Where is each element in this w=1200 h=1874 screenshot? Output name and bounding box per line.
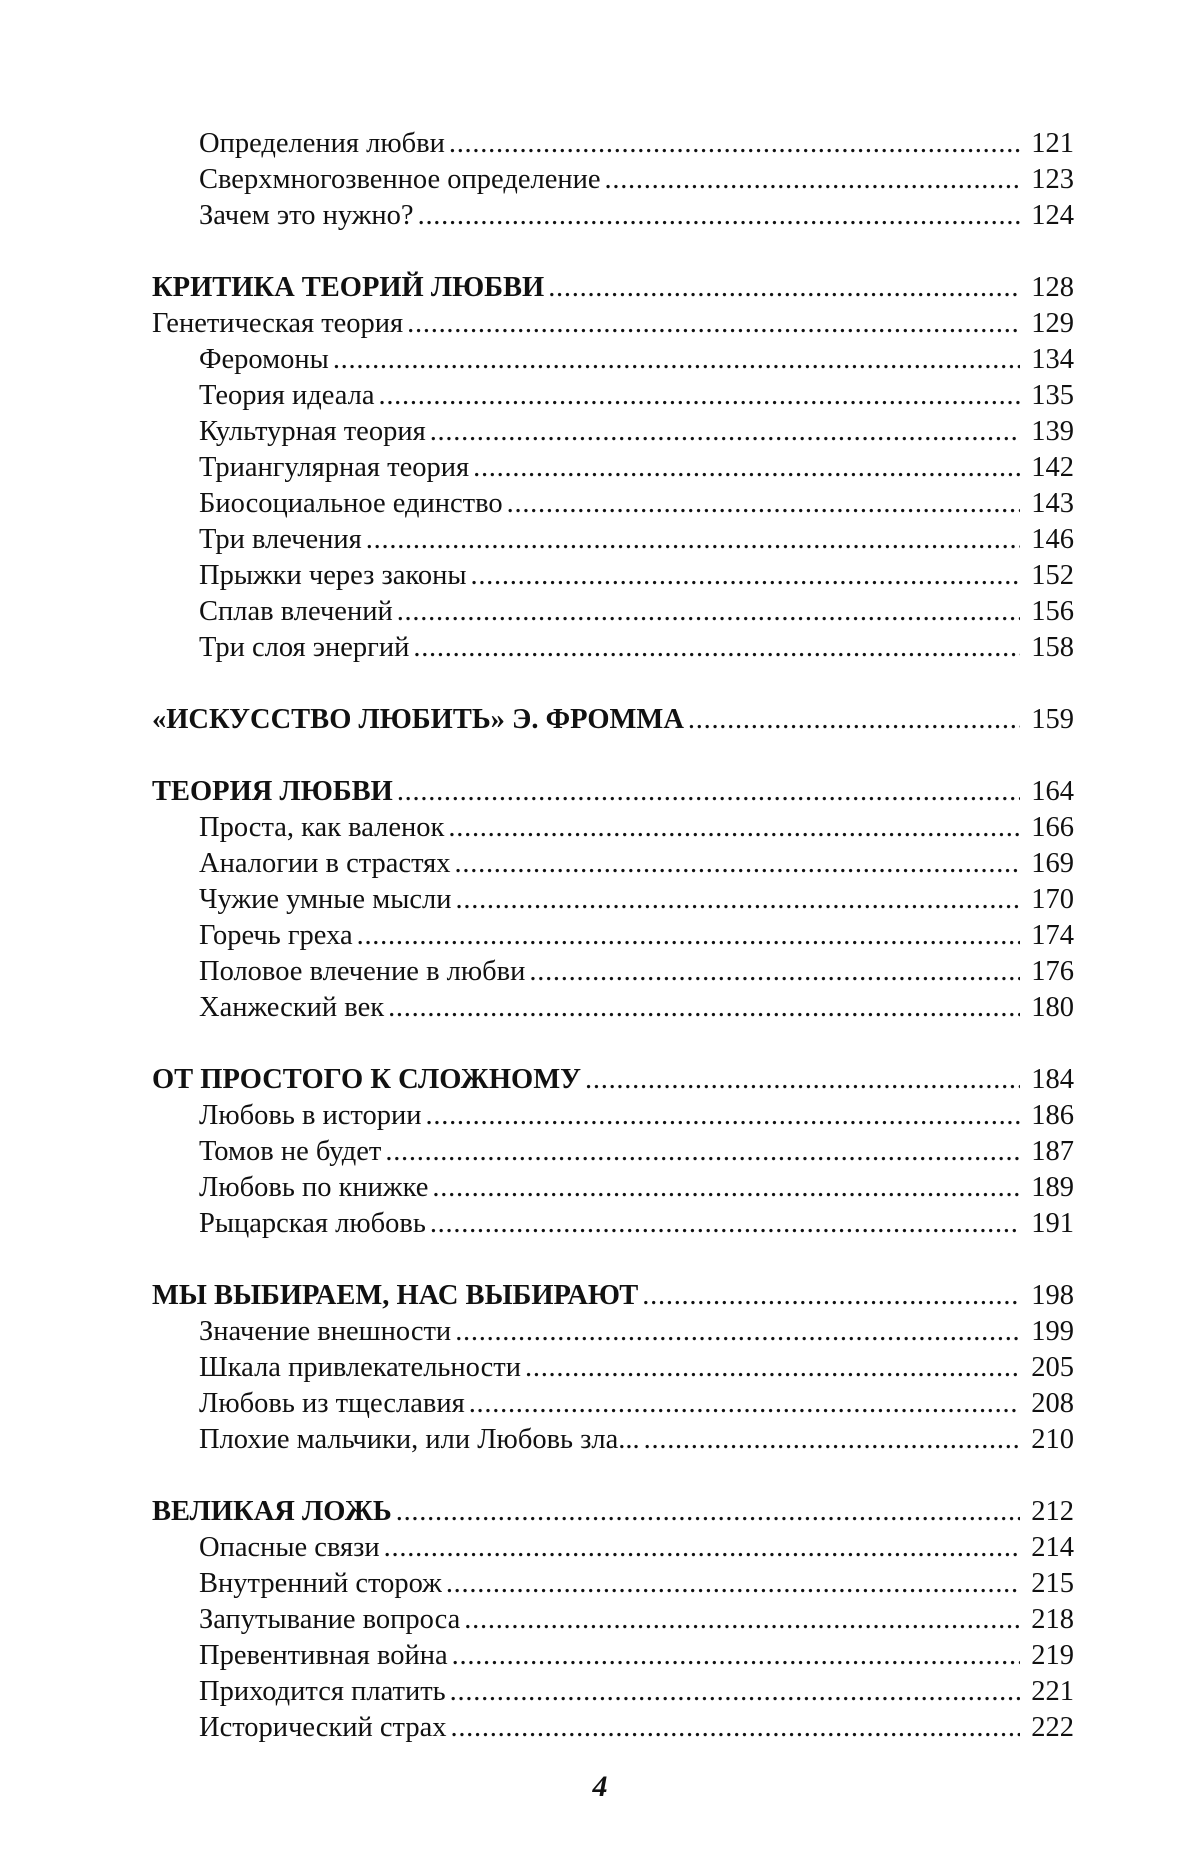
dot-leader	[378, 378, 1020, 414]
toc-entry-page: 143	[1031, 488, 1074, 519]
toc-entry-page: 187	[1031, 1136, 1074, 1167]
toc-entry	[152, 1098, 1074, 1134]
toc-entry	[152, 1206, 1074, 1242]
dot-leader	[470, 558, 1020, 594]
dot-leader	[430, 1206, 1020, 1242]
toc-entry-title: Любовь из тщеславия	[199, 1388, 465, 1419]
toc-entry-title: ВЕЛИКАЯ ЛОЖЬ	[152, 1496, 392, 1527]
toc-entry-title: Генетическая теория	[152, 308, 404, 339]
toc-entry	[152, 486, 1074, 522]
dot-leader	[357, 918, 1020, 954]
dot-leader	[464, 1602, 1020, 1638]
dot-leader	[688, 702, 1020, 738]
toc-entry-title: Любовь в истории	[199, 1100, 422, 1131]
toc-entry-title: Половое влечение в любви	[199, 956, 526, 987]
dot-leader	[397, 594, 1020, 630]
toc-entry-page: 219	[1031, 1640, 1074, 1671]
toc-entry-title: Сверхмногозвенное определение	[199, 164, 601, 195]
toc-entry-title: Превентивная война	[199, 1640, 448, 1671]
toc-entry-page: 176	[1031, 956, 1074, 987]
toc-entry-page: 156	[1031, 596, 1074, 627]
dot-leader	[469, 1386, 1020, 1422]
toc-entry-page: 159	[1031, 704, 1074, 735]
toc-entry-title: МЫ ВЫБИРАЕМ, НАС ВЫБИРАЮТ	[152, 1280, 639, 1311]
toc-entry-page: 199	[1031, 1316, 1074, 1347]
dot-leader	[407, 306, 1020, 342]
toc-chapter	[152, 702, 1074, 738]
dot-leader	[450, 1674, 1020, 1710]
toc-entry-page: 146	[1031, 524, 1074, 555]
toc-entry-title: Зачем это нужно?	[199, 200, 414, 231]
dot-leader	[413, 630, 1020, 666]
toc-entry-title: Плохие мальчики, или Любовь зла...	[199, 1424, 640, 1455]
dot-leader	[333, 342, 1020, 378]
dot-leader	[418, 198, 1020, 234]
dot-leader	[642, 1278, 1020, 1314]
dot-leader	[426, 1098, 1020, 1134]
toc-entry-page: 139	[1031, 416, 1074, 447]
toc-entry-page: 212	[1031, 1496, 1074, 1527]
dot-leader	[455, 846, 1020, 882]
toc-entry-title: Чужие умные мысли	[199, 884, 452, 915]
toc-entry-title: Проста, как валенок	[199, 812, 445, 843]
toc-chapter	[152, 270, 1074, 306]
toc-entry-page: 221	[1031, 1676, 1074, 1707]
toc-entry-page: 135	[1031, 380, 1074, 411]
toc-chapter	[152, 1062, 1074, 1098]
toc-entry-page: 180	[1031, 992, 1074, 1023]
toc-entry-title: Рыцарская любовь	[199, 1208, 426, 1239]
toc-entry-page: 198	[1031, 1280, 1074, 1311]
dot-leader	[529, 954, 1020, 990]
toc-entry	[152, 1638, 1074, 1674]
dot-leader	[430, 414, 1020, 450]
toc-entry-page: 208	[1031, 1388, 1074, 1419]
table-of-contents	[152, 126, 1074, 1746]
toc-chapter	[152, 774, 1074, 810]
toc-entry	[152, 846, 1074, 882]
toc-entry	[152, 1422, 1074, 1458]
toc-entry-title: Исторический страх	[199, 1712, 447, 1743]
page-number: 4	[592, 1770, 608, 1803]
toc-entry-page: 184	[1031, 1064, 1074, 1095]
toc-entry	[152, 1530, 1074, 1566]
toc-entry	[152, 450, 1074, 486]
toc-entry-title: Аналогии в страстях	[199, 848, 451, 879]
dot-leader	[585, 1062, 1020, 1098]
toc-entry-title: Определения любви	[199, 128, 445, 159]
toc-entry-page: 124	[1031, 200, 1074, 231]
toc-entry-title: Три влечения	[199, 524, 362, 555]
toc-entry-page: 215	[1031, 1568, 1074, 1599]
dot-leader	[448, 810, 1020, 846]
toc-entry-title: Томов не будет	[199, 1136, 382, 1167]
toc-entry-title: Горечь греха	[199, 920, 353, 951]
toc-entry	[152, 882, 1074, 918]
toc-entry	[152, 1170, 1074, 1206]
toc-entry-page: 170	[1031, 884, 1074, 915]
toc-entry	[152, 558, 1074, 594]
toc-entry	[152, 1314, 1074, 1350]
toc-entry-page: 191	[1031, 1208, 1074, 1239]
toc-entry	[152, 1674, 1074, 1710]
toc-entry-title: Феромоны	[199, 344, 329, 375]
toc-entry-page: 174	[1031, 920, 1074, 951]
dot-leader	[605, 162, 1021, 198]
toc-entry-title: Ханжеский век	[199, 992, 385, 1023]
dot-leader	[366, 522, 1020, 558]
toc-entry-title: ОТ ПРОСТОГО К СЛОЖНОМУ	[152, 1064, 582, 1095]
dot-leader	[449, 126, 1020, 162]
toc-entry-title: Опасные связи	[199, 1532, 380, 1563]
toc-entry-page: 121	[1031, 128, 1074, 159]
toc-entry-page: 158	[1031, 632, 1074, 663]
toc-entry-title: ТЕОРИЯ ЛЮБВИ	[152, 776, 393, 807]
toc-chapter	[152, 1494, 1074, 1530]
toc-entry-page: 166	[1031, 812, 1074, 843]
dot-leader	[396, 1494, 1020, 1530]
toc-entry-page: 205	[1031, 1352, 1074, 1383]
toc-entry-title: Прыжки через законы	[199, 560, 467, 591]
dot-leader	[388, 990, 1020, 1026]
dot-leader	[446, 1566, 1020, 1602]
toc-entry	[152, 1350, 1074, 1386]
toc-entry-page: 134	[1031, 344, 1074, 375]
toc-entry	[152, 810, 1074, 846]
toc-entry	[152, 594, 1074, 630]
toc-entry	[152, 522, 1074, 558]
toc-entry	[152, 954, 1074, 990]
toc-entry-page: 164	[1031, 776, 1074, 807]
toc-entry-title: «ИСКУССТВО ЛЮБИТЬ» Э. ФРОММА	[152, 704, 684, 735]
dot-leader	[525, 1350, 1020, 1386]
toc-entry-title: Шкала привлекательности	[199, 1352, 521, 1383]
toc-entry-title: Приходится платить	[199, 1676, 446, 1707]
toc-entry-title: Культурная теория	[199, 416, 426, 447]
toc-entry-page: 169	[1031, 848, 1074, 879]
dot-leader	[397, 774, 1020, 810]
toc-entry	[152, 1566, 1074, 1602]
toc-entry-page: 152	[1031, 560, 1074, 591]
toc-entry	[152, 630, 1074, 666]
toc-entry-title: КРИТИКА ТЕОРИЙ ЛЮБВИ	[152, 272, 545, 303]
toc-entry-page: 218	[1031, 1604, 1074, 1635]
dot-leader	[455, 1314, 1020, 1350]
dot-leader	[473, 450, 1020, 486]
toc-entry	[152, 1134, 1074, 1170]
toc-entry	[152, 198, 1074, 234]
toc-entry-title: Три слоя энергий	[199, 632, 410, 663]
toc-entry	[152, 1710, 1074, 1746]
toc-entry-page: 214	[1031, 1532, 1074, 1563]
dot-leader	[507, 486, 1020, 522]
toc-entry	[152, 162, 1074, 198]
toc-entry-page: 129	[1031, 308, 1074, 339]
toc-entry	[152, 990, 1074, 1026]
dot-leader	[385, 1134, 1020, 1170]
toc-entry	[152, 414, 1074, 450]
toc-entry	[152, 342, 1074, 378]
toc-entry-title: Любовь по книжке	[199, 1172, 429, 1203]
toc-entry-title: Триангулярная теория	[199, 452, 470, 483]
toc-entry-page: 186	[1031, 1100, 1074, 1131]
toc-entry-title: Запутывание вопроса	[199, 1604, 461, 1635]
toc-entry	[152, 378, 1074, 414]
toc-chapter	[152, 1278, 1074, 1314]
dot-leader	[548, 270, 1020, 306]
toc-entry	[152, 1386, 1074, 1422]
toc-entry-page: 189	[1031, 1172, 1074, 1203]
dot-leader	[644, 1422, 1020, 1458]
toc-entry-title: Внутренний сторож	[199, 1568, 442, 1599]
dot-leader	[432, 1170, 1020, 1206]
toc-entry-title: Сплав влечений	[199, 596, 393, 627]
toc-entry-title: Теория идеала	[199, 380, 375, 411]
dot-leader	[452, 1638, 1020, 1674]
toc-entry	[152, 126, 1074, 162]
dot-leader	[456, 882, 1020, 918]
toc-entry	[152, 918, 1074, 954]
toc-entry-page: 123	[1031, 164, 1074, 195]
toc-section	[152, 306, 1074, 342]
toc-entry-page: 142	[1031, 452, 1074, 483]
toc-entry-page: 128	[1031, 272, 1074, 303]
toc-entry-title: Биосоциальное единство	[199, 488, 503, 519]
toc-entry-page: 210	[1031, 1424, 1074, 1455]
toc-entry-page: 222	[1031, 1712, 1074, 1743]
dot-leader	[450, 1710, 1020, 1746]
toc-entry-title: Значение внешности	[199, 1316, 452, 1347]
toc-entry	[152, 1602, 1074, 1638]
dot-leader	[384, 1530, 1020, 1566]
